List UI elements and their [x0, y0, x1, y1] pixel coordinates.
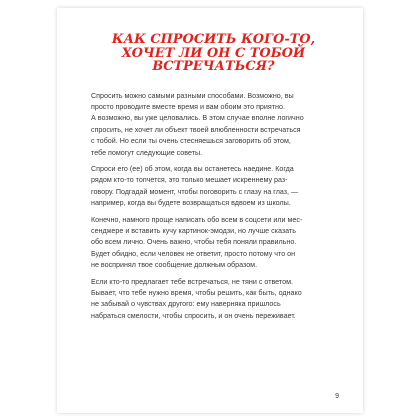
text-line: Бывает, что тебе нужно время, чтобы решить, как быть, однако	[91, 289, 302, 297]
title-line: ХОЧЕТ ЛИ ОН С ТОБОЙ	[121, 45, 306, 61]
text-line: просто проводите вместе время и вам обоим это приятно.	[91, 102, 285, 111]
text-line: с тобой. Но если ты очень стесняешься заговорить об этом,	[91, 137, 291, 146]
text-line: тебе помогут следующие советы.	[91, 148, 203, 157]
text-line: спросить, не хочет ли объект твоей влюбленности встречаться	[91, 125, 301, 134]
paragraph-4	[91, 277, 336, 323]
text-line: Спроси его (ее) об этом, когда вы останетесь наедине. Когда	[91, 164, 294, 173]
page-title	[91, 33, 336, 74]
paragraph-2	[91, 164, 336, 210]
title-line: ВСТРЕЧАТЬСЯ?	[152, 59, 275, 74]
book-page	[57, 8, 363, 413]
page-number: 9	[335, 393, 339, 400]
text-line: сенджере и вставить кучу картинок-эмодзи, но лучше сказать	[91, 226, 296, 235]
text-line: не забывай о чувствах другого: ему наверняка пришлось	[91, 300, 281, 309]
text-line: А возможно, вы уже целовались. В этом случае вполне логично	[91, 114, 304, 123]
text-line: например, когда вы будете возвращаться вдвоем из школы.	[91, 199, 291, 208]
title-line: КАК СПРОСИТЬ КОГО-ТО,	[111, 32, 316, 47]
paragraph-3	[91, 215, 336, 272]
text-line: обо всем лично. Очень важно, чтобы тебя поняли правильно.	[91, 238, 297, 247]
text-line: Если кто-то предлагает тебе встречаться, не тяни с ответом.	[91, 277, 293, 286]
text-line: Спросить можно самыми разными способами. Возможно, вы	[91, 91, 294, 100]
text-line: Конечно, намного проще написать обо всем в соцсети или мес-	[91, 215, 303, 224]
text-line: не воспринял твое сообщение должным образом.	[91, 261, 258, 270]
text-line: говору. Подгадай момент, чтобы поговорить с глазу на глаз, —	[91, 187, 299, 196]
text-line: Будет обидно, если человек не ответит, просто потому что он	[91, 249, 296, 258]
text-line: набраться смелости, чтобы спросить, и он очень переживает.	[91, 311, 296, 320]
paragraph-1	[91, 91, 336, 159]
text-line: рядом кто-то топчется, это только мешает искреннему раз-	[91, 176, 288, 185]
